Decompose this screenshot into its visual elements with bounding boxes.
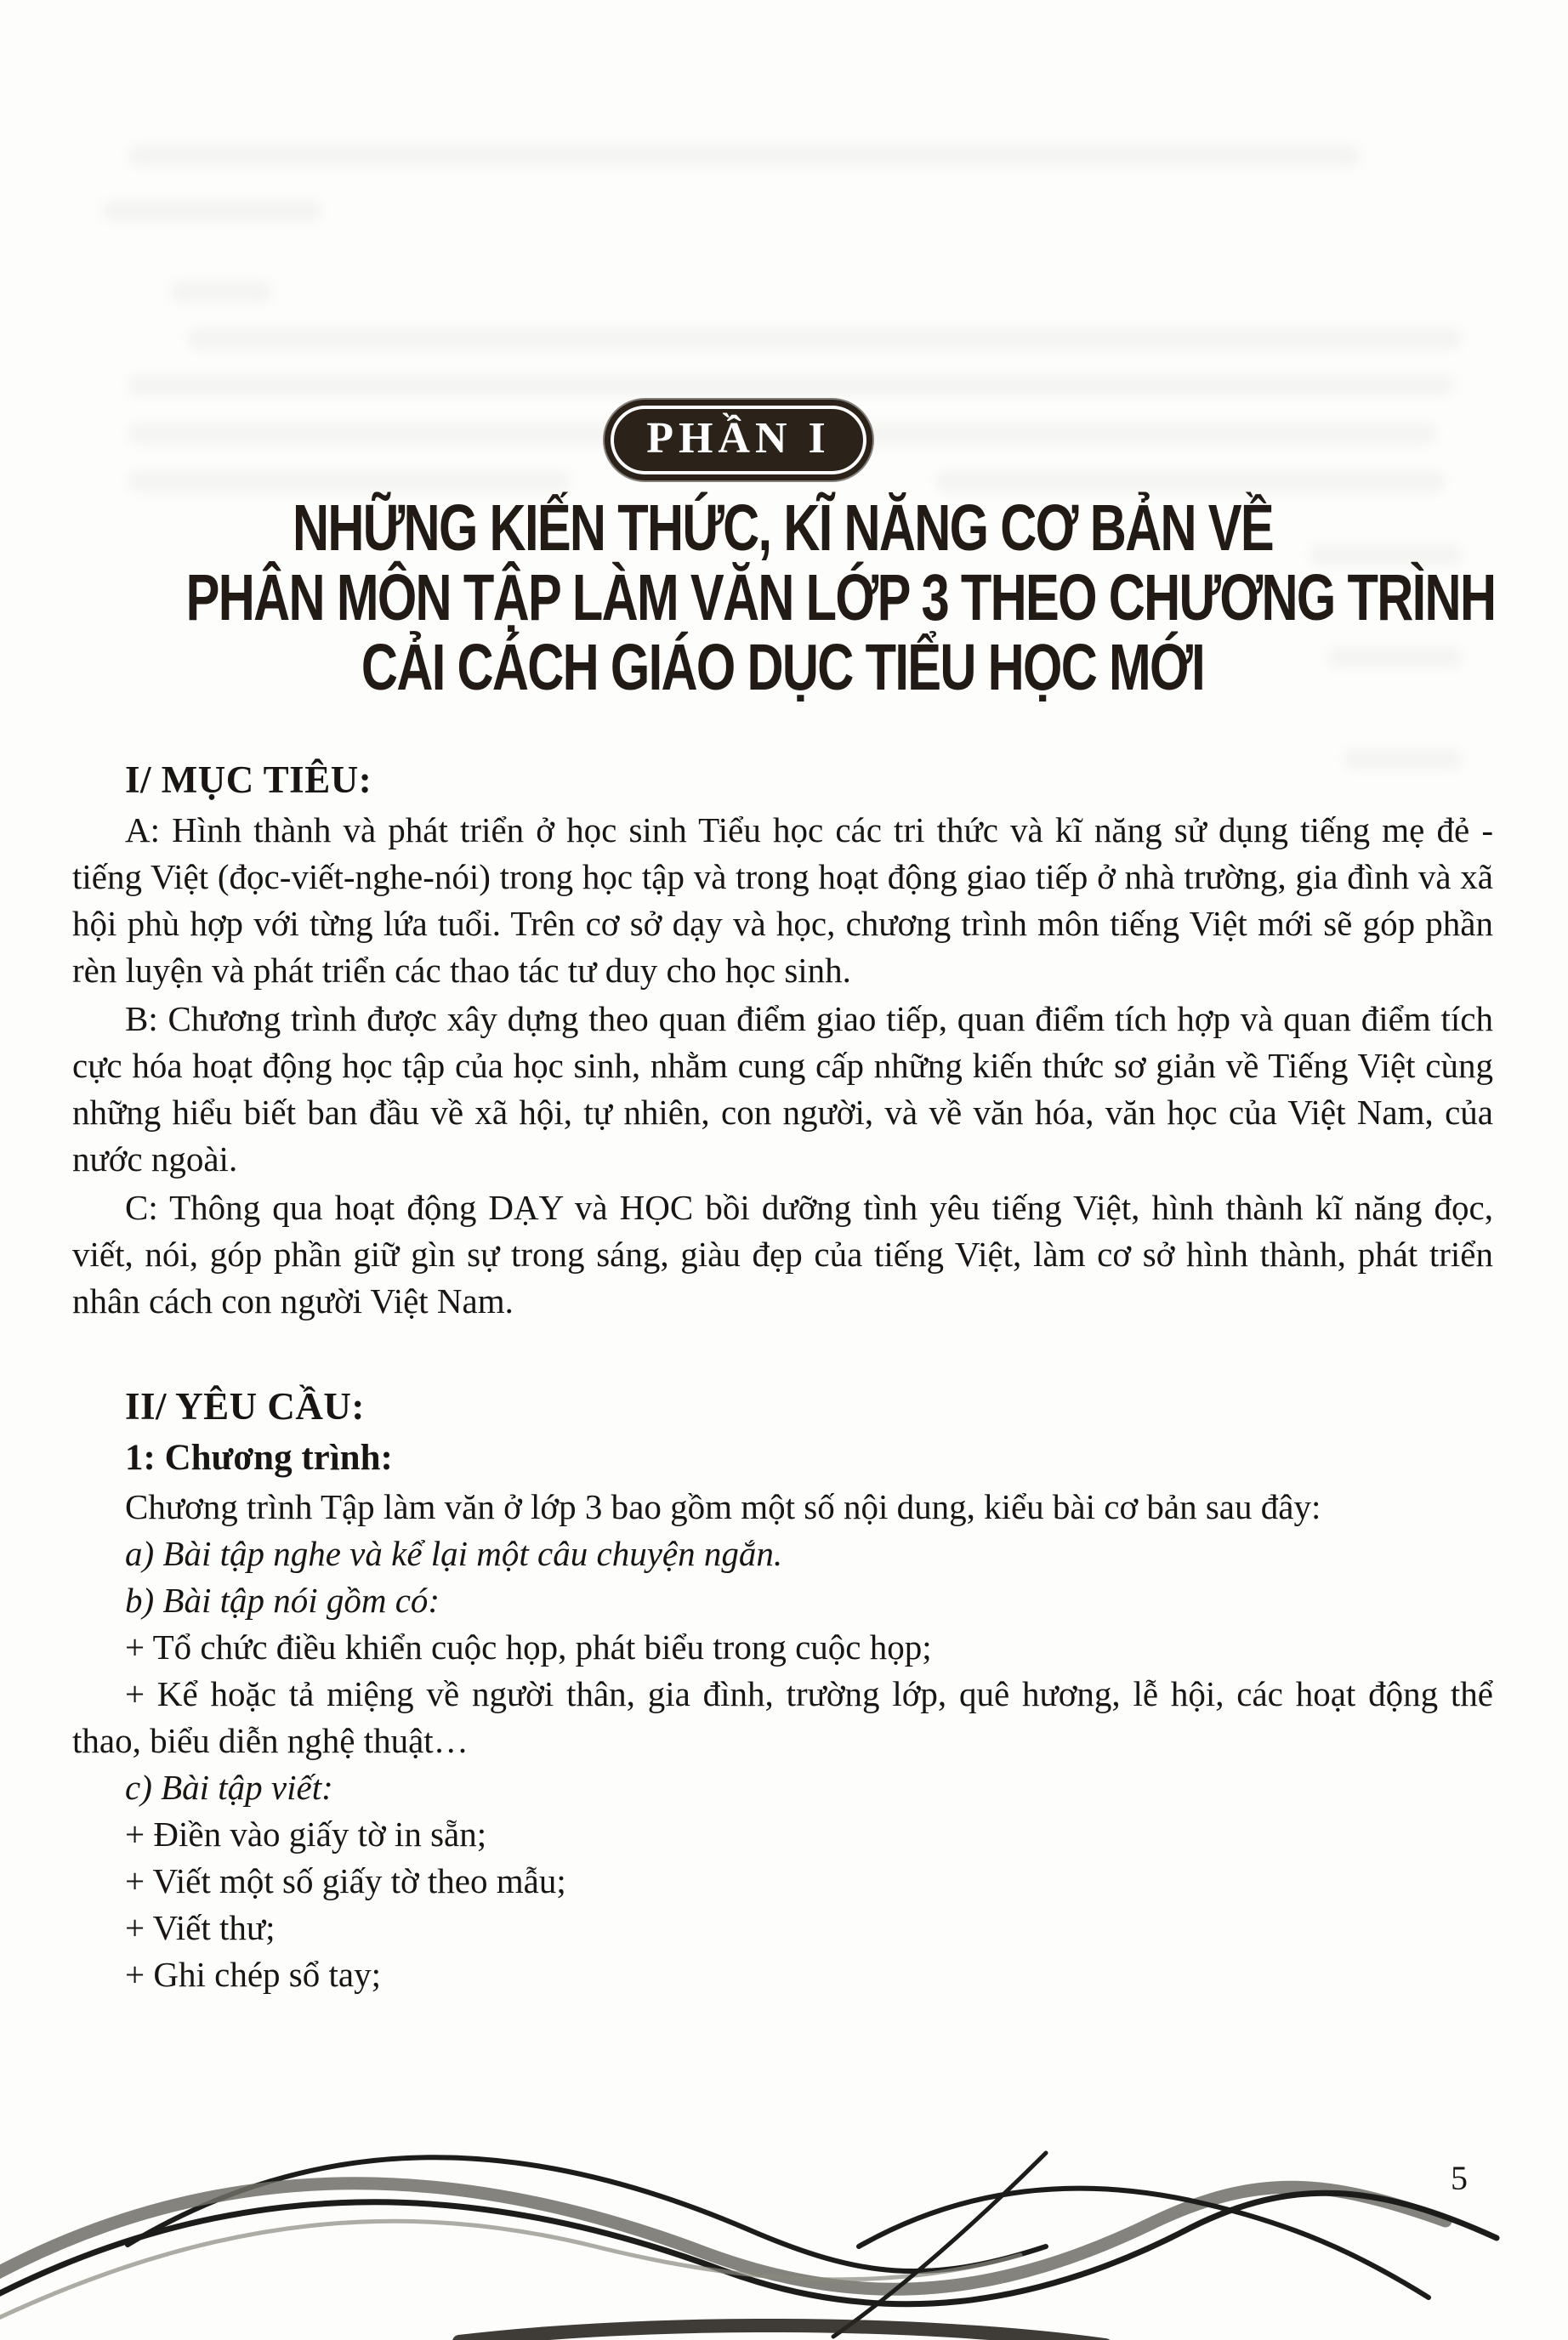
part-badge-ring [611, 406, 866, 474]
paragraph-muc-tieu-b: B: Chương trình được xây dựng theo quan điểm giao tiếp, quan điểm tích hợp và quan điểm tích cực hóa hoạt động học tập của học sinh, nhằm cung cấp những kiến thức sơ giản về Tiếng Việt cùng những hiểu biết ban đầu về xã hội, tự nhiên, con người, và về văn hóa, văn học của Việt Nam, của nước ngoài. [72, 999, 1493, 1179]
page-content [72, 400, 1496, 1998]
part-badge-pill [605, 400, 872, 480]
section-heading-yeu-cau: II/ YÊU CẦU: [125, 1385, 365, 1428]
list-item: + Kể hoặc tả miệng về người thân, gia đình, trường lớp, quê hương, lễ hội, các hoạt động thể thao, biểu diễn nghệ thuật… [72, 1674, 1493, 1761]
list-item: + Viết một số giấy tờ theo mẫu; [125, 1861, 566, 1901]
list-item: + Viết thư; [125, 1908, 276, 1948]
list-item: + Tổ chức điều khiển cuộc họp, phát biểu trong cuộc họp; [125, 1627, 932, 1667]
page-title-line-3: CẢI CÁCH GIÁO DỤC TIỂU HỌC MỚI [361, 631, 1205, 705]
requirement-list [72, 1531, 1493, 1998]
section-heading-muc-tieu: I/ MỤC TIÊU: [125, 758, 372, 802]
page-number: 5 [1451, 2159, 1468, 2197]
list-item: c) Bài tập viết: [125, 1768, 333, 1808]
list-item: a) Bài tập nghe và kể lại một câu chuyện ngắn. [125, 1534, 783, 1574]
wave-decoration [0, 2119, 1568, 2340]
page-title [72, 491, 1496, 705]
paragraph-muc-tieu-a: A: Hình thành và phát triển ở học sinh Tiểu học các tri thức và kĩ năng sử dụng tiếng mẹ đẻ - tiếng Việt (đọc-viết-nghe-nói) trong học tập và trong hoạt động giao tiếp ở nhà trường, gia đình và xã hội phù hợp với từng lứa tuổi. Trên cơ sở dạy và học, chương trình môn tiếng Việt mới sẽ góp phần rèn luyện và phát triển các thao tác tư duy cho học sinh. [72, 810, 1493, 991]
page-title-line-1: NHỮNG KIẾN THỨC, KĨ NĂNG CƠ BẢN VỀ [292, 491, 1274, 565]
page-title-line-2: PHÂN MÔN TẬP LÀM VĂN LỚP 3 THEO CHƯƠNG TRÌNH [185, 561, 1496, 635]
subsection-heading-chuong-trinh: 1: Chương trình: [125, 1438, 393, 1479]
list-item: b) Bài tập nói gồm có: [125, 1581, 440, 1621]
part-badge [28, 400, 1449, 480]
paragraph-yeu-cau-intro: Chương trình Tập làm văn ở lớp 3 bao gồm một số nội dung, kiểu bài cơ bản sau đây: [125, 1487, 1321, 1527]
list-item: + Ghi chép sổ tay; [125, 1955, 381, 1995]
list-item: + Điền vào giấy tờ in sẵn; [125, 1815, 487, 1854]
paragraph-muc-tieu-c: C: Thông qua hoạt động DẠY và HỌC bồi dưỡng tình yêu tiếng Việt, hình thành kĩ năng đọc, viết, nói, góp phần giữ gìn sự trong sáng, giàu đẹp của tiếng Việt, làm cơ sở hình thành, phát triển nhân cách con người Việt Nam. [72, 1188, 1493, 1321]
part-badge-label: PHẦN I [646, 414, 831, 463]
